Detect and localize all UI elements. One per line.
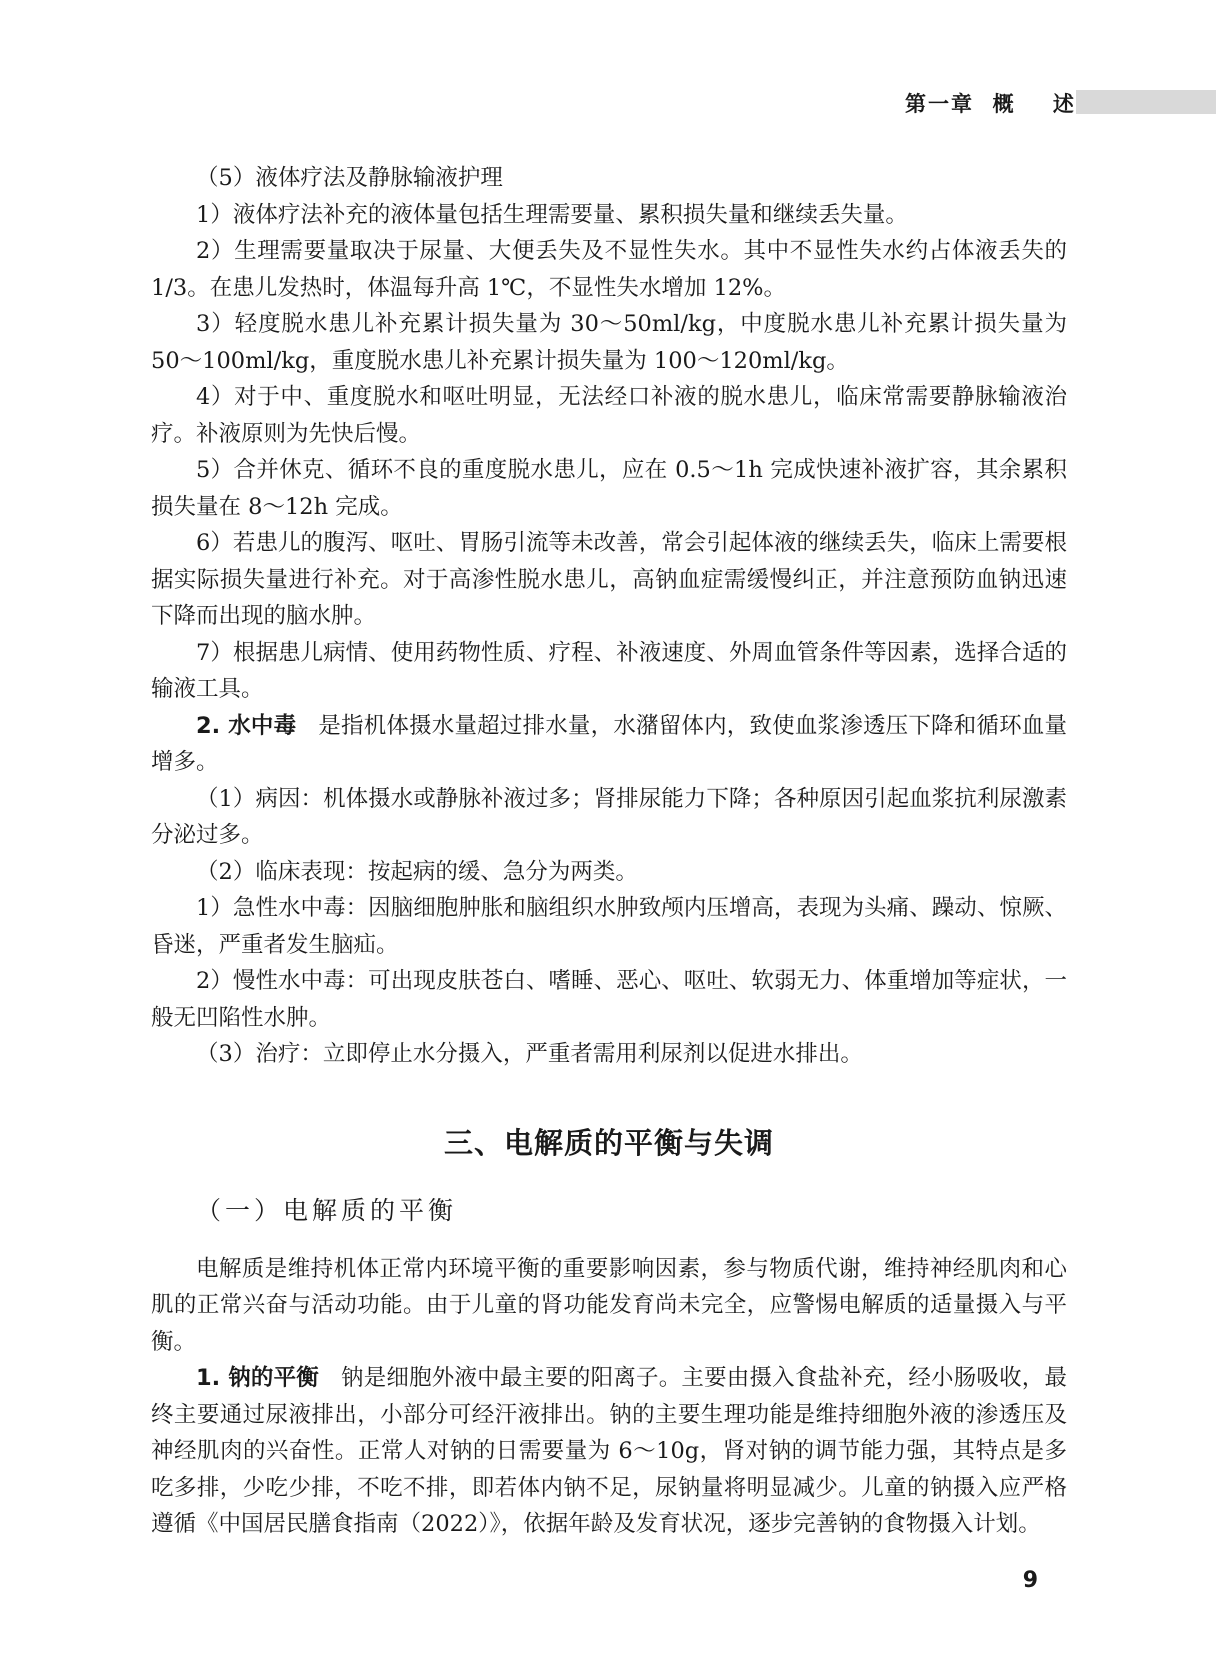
paragraph: 1）液体疗法补充的液体量包括生理需要量、累积损失量和继续丢失量。 — [196, 201, 908, 228]
paragraph-electrolyte-intro: 电解质是维持机体正常内环境平衡的重要影响因素，参与物质代谢，维持神经肌肉和心肌的正常兴奋与活动功能。由于儿童的肾功能发育尚未完全，应警惕电解质的适量摄入与平衡。 — [151, 1255, 1067, 1355]
paragraph: 7）根据患儿病情、使用药物性质、疗程、补液速度、外周血管条件等因素，选择合适的输液工具。 — [151, 639, 1067, 702]
paragraph-sodium-balance — [151, 1360, 1067, 1543]
paragraph: （1）病因：机体摄水或静脉补液过多；肾排尿能力下降；各种原因引起血浆抗利尿激素分泌过多。 — [151, 785, 1067, 848]
chapter-title: 第一章 概 述 — [905, 92, 1076, 116]
subsection-title: （一）电解质的平衡 — [196, 1195, 458, 1225]
paragraph: （2）临床表现：按起病的缓、急分为两类。 — [196, 858, 638, 885]
page-number: 9 — [1022, 1568, 1038, 1593]
header-gray-bar — [1076, 90, 1216, 114]
paragraph: （3）治疗：立即停止水分摄入，严重者需用利尿剂以促进水排出。 — [196, 1041, 863, 1067]
paragraph: 1）急性水中毒：因脑细胞肿胀和脑组织水肿致颅内压增高，表现为头痛、躁动、惊厥、昏迷，严重者发生脑疝。 — [151, 895, 1067, 958]
paragraph: 3）轻度脱水患儿补充累计损失量为 30～50ml/kg，中度脱水患儿补充累计损失量为 50～100ml/kg，重度脱水患儿补充累计损失量为 100～120ml/kg。 — [151, 311, 1067, 374]
term-water-intoxication: 2. 水中毒 — [196, 712, 297, 739]
running-head — [0, 84, 1216, 120]
text-sodium-balance: 钠是细胞外液中最主要的阳离子。主要由摄入食盐补充，经小肠吸收，最终主要通过尿液排出，小部分可经汗液排出。钠的主要生理功能是维持细胞外液的渗透压及神经肌肉的兴奋性。正常人对钠的日需要量为 6～10g，肾对钠的调节能力强，其特点是多吃多排，少吃少排，不吃不排，即若体内钠不足，尿钠量将明显减少。儿童的钠摄入应严格遵循《中国居民膳食指南（2022）》，依据年龄及发育状况，逐步完善钠的食物摄入计划。 — [151, 1365, 1067, 1537]
paragraph: 2）生理需要量取决于尿量、大便丢失及不显性失水。其中不显性失水约占体液丢失的1/3。在患儿发热时，体温每升高 1℃，不显性失水增加 12%。 — [151, 238, 1067, 301]
definition-water-intoxication: 是指机体摄水量超过排水量，水潴留体内，致使血浆渗透压下降和循环血量增多。 — [151, 712, 1067, 775]
paragraph: 6）若患儿的腹泻、呕吐、胃肠引流等未改善，常会引起体液的继续丢失，临床上需要根据实际损失量进行补充。对于高渗性脱水患儿，高钠血症需缓慢纠正，并注意预防血钠迅速下降而出现的脑水肿。 — [151, 530, 1067, 629]
paragraph-water-intoxication — [151, 708, 1067, 781]
paragraph: 5）合并休克、循环不良的重度脱水患儿，应在 0.5～1h 完成快速补液扩容，其余累积损失量在 8～12h 完成。 — [151, 457, 1067, 520]
term-sodium-balance: 1. 钠的平衡 — [196, 1365, 319, 1391]
paragraph-heading-iv-therapy: （5）液体疗法及静脉输液护理 — [196, 165, 503, 191]
paragraph: 4）对于中、重度脱水和呕吐明显，无法经口补液的脱水患儿，临床常需要静脉输液治疗。补液原则为先快后慢。 — [151, 384, 1067, 447]
paragraph: 2）慢性水中毒：可出现皮肤苍白、嗜睡、恶心、呕吐、软弱无力、体重增加等症状，一般无凹陷性水肿。 — [151, 968, 1067, 1031]
page-body — [151, 160, 1067, 1543]
section-title: 三、电解质的平衡与失调 — [443, 1125, 774, 1160]
